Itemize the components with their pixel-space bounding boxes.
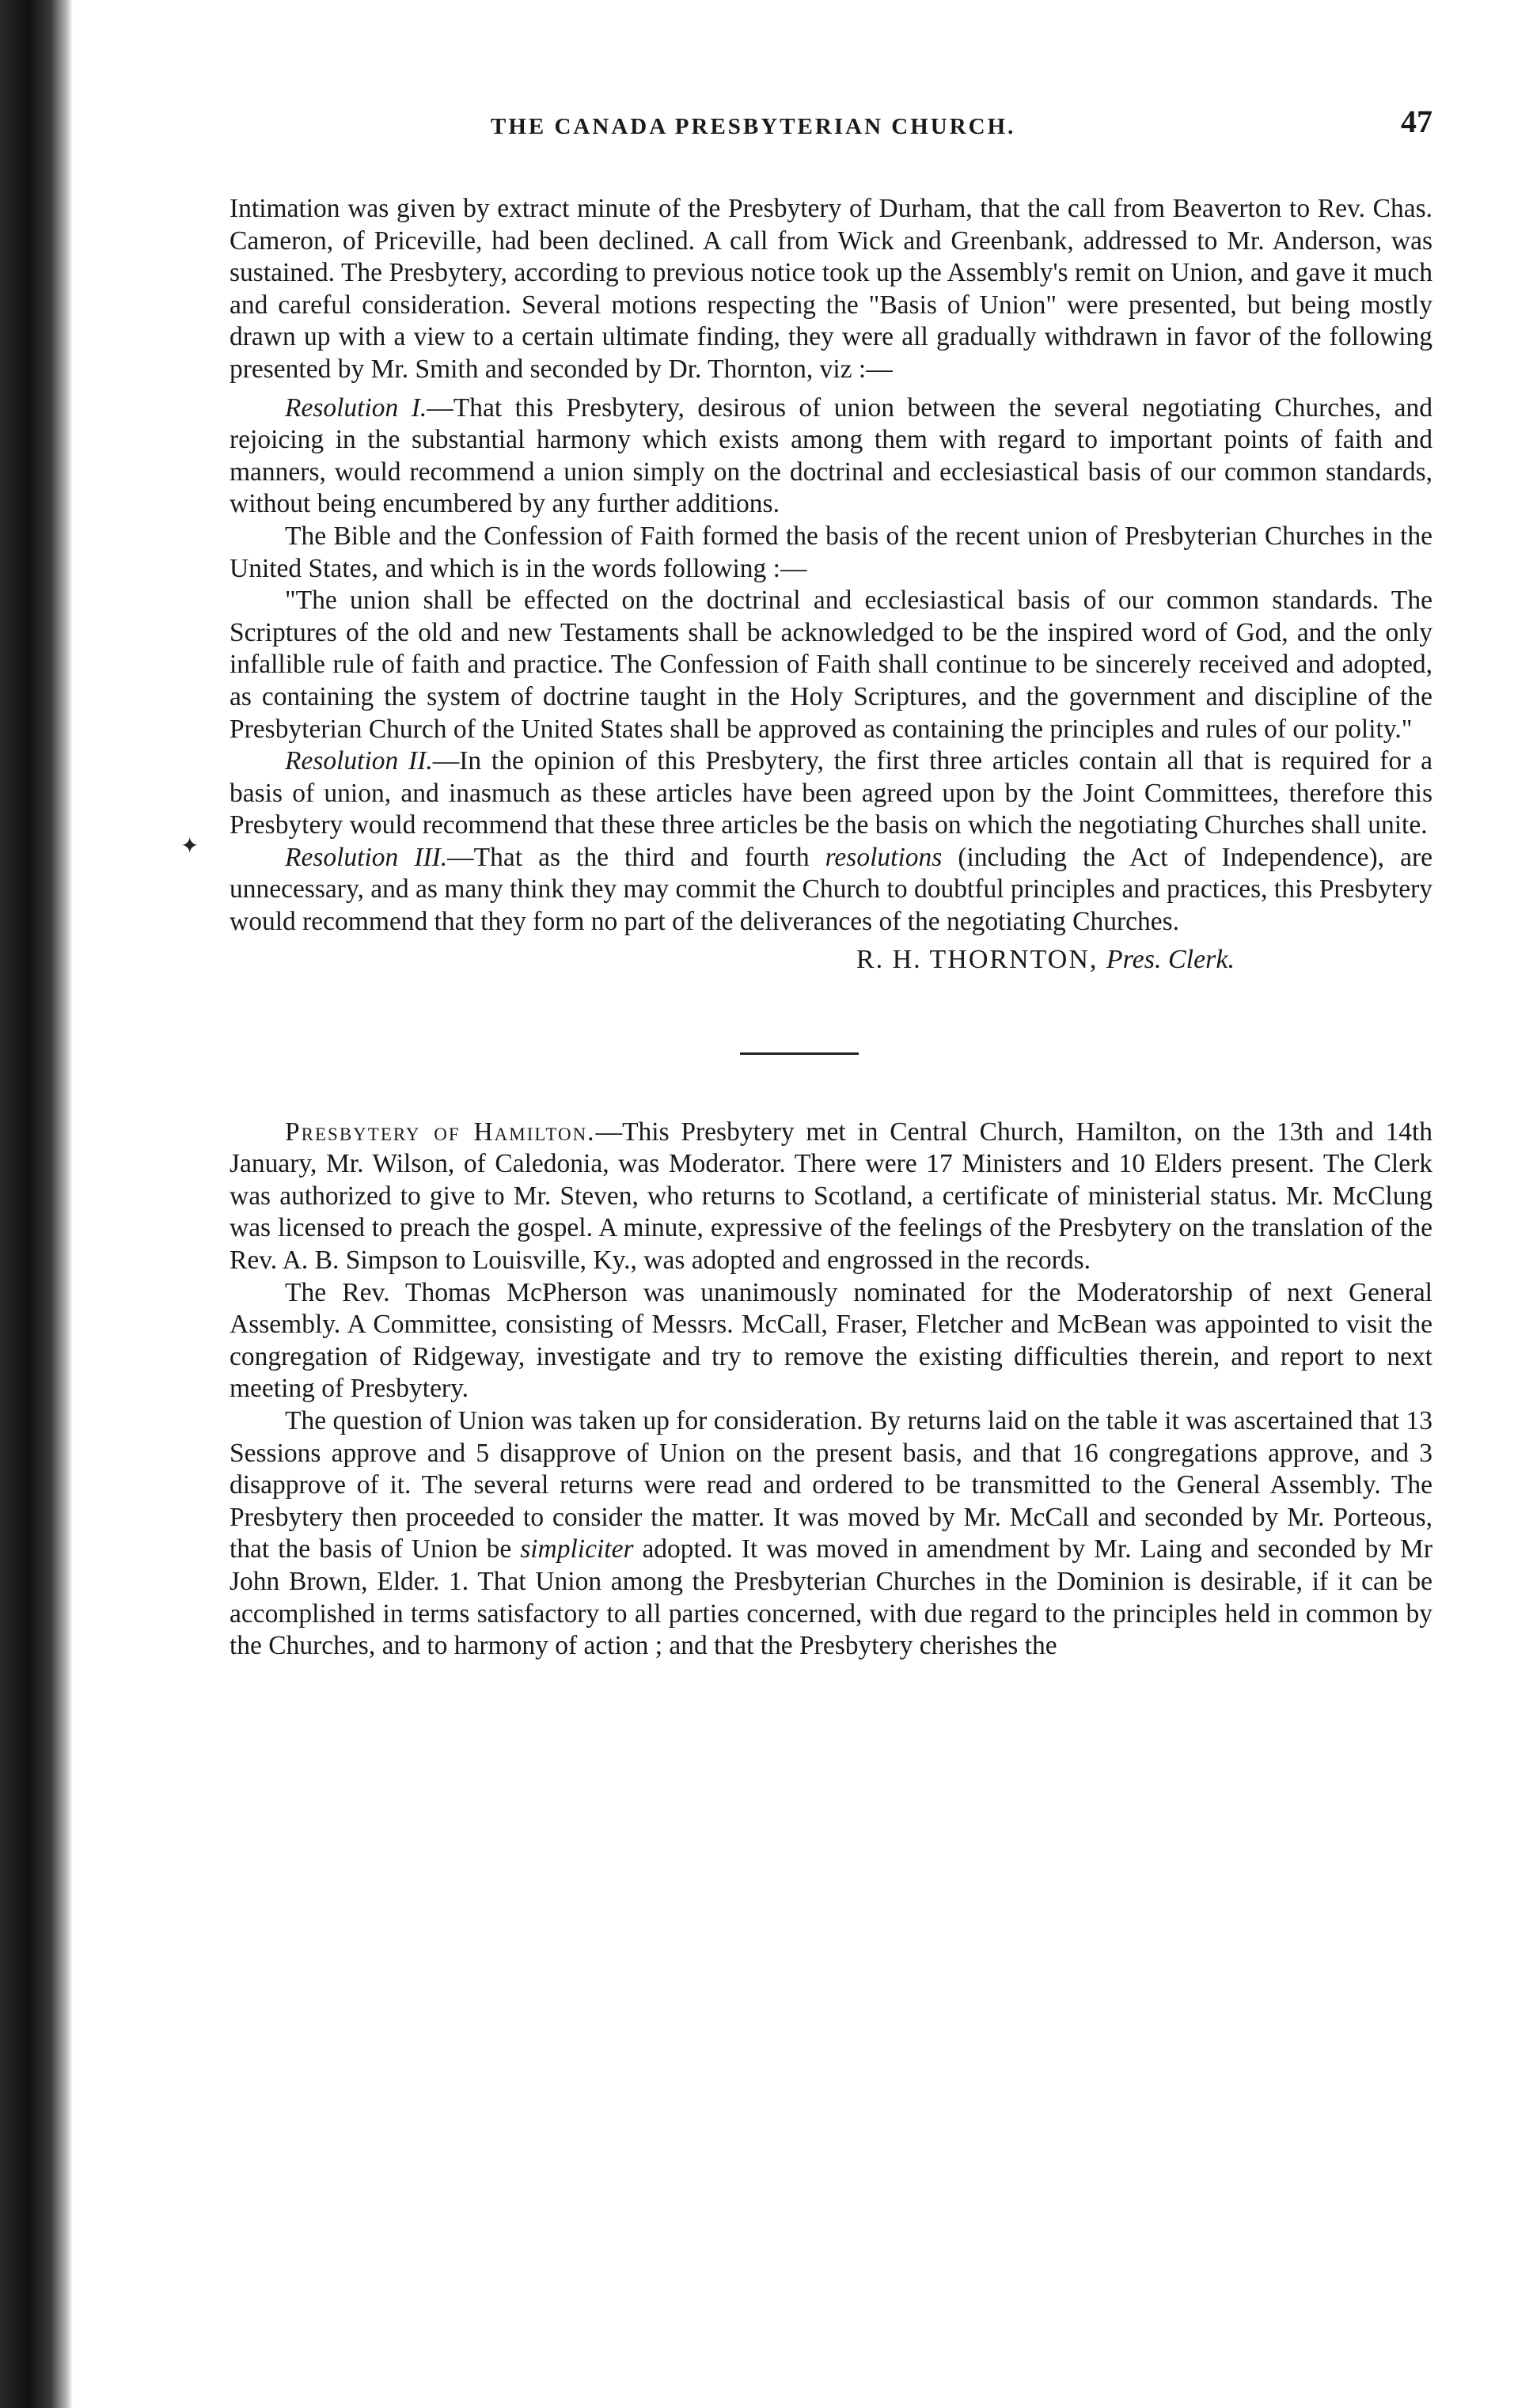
page-number: 47 — [1401, 104, 1432, 139]
resolution-2-text: —In the opinion of this Presbytery, the first three articles contain all that is required for a basis of union, and inasmuch as these articles have been agreed upon by the Joint Committees, therefore this Presbytery would recommend that these three articles be the basis on which the negotiating Churches shall unite. — [230, 746, 1432, 840]
running-head: THE CANADA PRESBYTERIAN CHURCH. — [491, 114, 1016, 139]
hamilton-meeting-text: —This Presbytery met in Central Church, Hamilton, on the 13th and 14th January, Mr. Wilson, of Caledonia, was Moderator. There were 17 Ministers and 10 Elders present. The Clerk was authorized to give to Mr. Steven, who returns to Scotland, a certificate of ministerial status. Mr. McClung was licensed to preach the gospel. A minute, expressive of the feelings of the Presbytery on the translation of the Rev. A. B. Simpson to Louisville, Ky., was adopted and engrossed in the records. — [230, 1117, 1433, 1276]
simpliciter-italic: simpliciter — [520, 1534, 634, 1564]
page-header — [230, 103, 1432, 158]
paragraph-durham-intimation: Intimation was given by extract minute of the Presbytery of Durham, that the call from Beaverton to Rev. Chas. Cameron, of Priceville, had been declined. A call from Wick and Greenbank, addressed to Mr. Anderson, was sustained. The Presbytery, according to previous notice took up the Assembly's remit on Union, and gave it much and careful consideration. Several motions respecting the "Basis of Union" were presented, but being mostly drawn up with a view to a certain ultimate finding, they were all gradually withdrawn in favor of the following presented by Mr. Smith and seconded by Dr. Thornton, viz :— — [230, 194, 1432, 384]
paragraph-resolution-3 — [230, 842, 1432, 939]
page — [230, 103, 1432, 1663]
signature-title: Pres. Clerk. — [1106, 944, 1235, 974]
signature — [230, 945, 1235, 981]
section-divider — [740, 1052, 859, 1055]
paragraph-hamilton-meeting — [230, 1117, 1432, 1277]
resolution-3-text-a: —That as the third and fourth — [447, 842, 825, 872]
paragraph-moderator-nomination: The Rev. Thomas McPherson was unanimously nominated for the Moderatorship of next General Assembly. A Committee, consisting of Messrs. McCall, Fraser, Fletcher and McBean was appointed to visit the congregation of Ridgeway, investigate and try to remove the existing difficulties therein, and report to next meeting of Presbytery. — [230, 1277, 1432, 1404]
signature-name: R. H. THORNTON, — [856, 944, 1099, 974]
resolution-3-text-b: (including the Act of Independence), are unnecessary, and as many think they may commit the Church to doubtful principles and practices, this Presbytery would recommend that they form no part of the deliverances of the negotiating Churches. — [230, 842, 1432, 937]
resolution-1-label: Resolution I. — [285, 392, 427, 423]
paragraph-resolution-1 — [230, 392, 1432, 521]
union-question-text-b: adopted. It was moved in amendment by Mr. Laing and seconded by Mr John Brown, Elder. 1. That Union among the Presbyterian Churches in the Dominion is desirable, if it can be accomplished in terms satisfactory to all parties concerned, with due regard to the principles held in common by the Churches, and to harmony of action ; and that the Presbytery cherishes the — [230, 1534, 1432, 1661]
margin-mark: ✦ — [180, 834, 199, 859]
paragraph-resolution-2 — [230, 745, 1432, 842]
resolution-3-label: Resolution III. — [285, 842, 448, 872]
resolution-1-text: —That this Presbytery, desirous of union between the several negotiating Churches, and rejoicing in the substantial harmony which exists among them with regard to important points of faith and manners, would recommend a union simply on the doctrinal and ecclesiastical basis of our common standards, without being encumbered by any further additions. — [230, 392, 1433, 519]
paragraph-union-question — [230, 1405, 1432, 1663]
resolution-3-italic: resolutions — [825, 842, 943, 872]
union-question-text-a: The question of Union was taken up for consideration. By returns laid on the table it was ascertained that 13 Sessions approve and 5 disapprove of Union on the present basis, and that 16 congregations approve, and 3 disapprove of it. The several returns were read and ordered to be transmitted to the General Assembly. The Presbytery then proceeded to consider the matter. It was moved by Mr. McCall and seconded by Mr. Porteous, that the basis of Union be — [230, 1406, 1432, 1564]
paragraph-union-quote: "The union shall be effected on the doctrinal and ecclesiastical basis of our common standards. The Scriptures of the old and new Testaments shall be acknowledged to be the inspired word of God, and the only infallible rule of faith and practice. The Confession of Faith shall continue to be sincerely received and adopted, as containing the system of doctrine taught in the Holy Scriptures, and the government and discipline of the Presbyterian Church of the United States shall be approved as containing the principles and rules of our polity." — [230, 586, 1432, 744]
paragraph-bible-confession: The Bible and the Confession of Faith formed the basis of the recent union of Presbyterian Churches in the United States, and which is in the words following :— — [230, 521, 1432, 583]
resolution-2-label: Resolution II. — [285, 746, 433, 776]
book-spine-shadow — [0, 0, 73, 2408]
presbytery-heading: Presbytery of Hamilton. — [285, 1117, 596, 1147]
